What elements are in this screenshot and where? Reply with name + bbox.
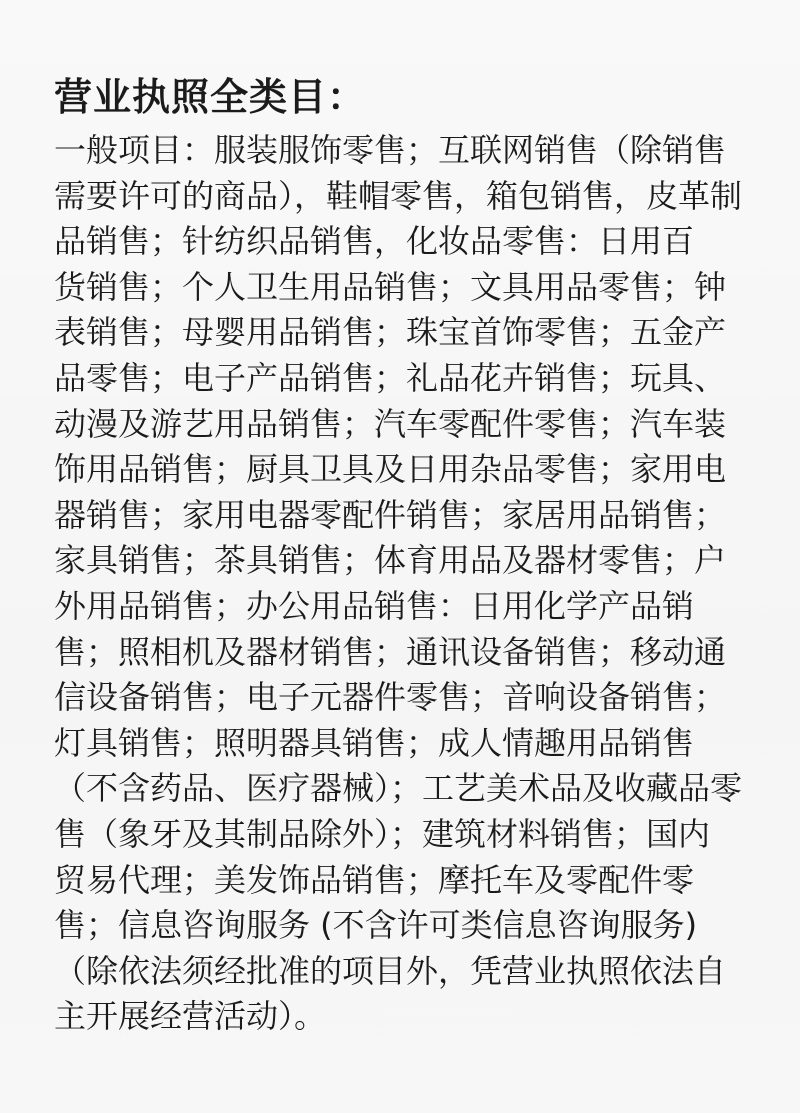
text-line: 饰用品销售；厨具卫具及日用杂品零售；家用电 (54, 450, 727, 489)
text-line: 表销售；母婴用品销售；珠宝首饰零售；五金产 (54, 313, 727, 352)
document-title: 营业执照全类目： (54, 75, 367, 119)
text-line: 一般项目：服装服饰零售；互联网销售（除销售 (54, 131, 727, 169)
text-line: 售；信息咨询服务 (不含许可类信息咨询服务) (54, 906, 698, 945)
text-line: 器销售；家用电器零配件销售；家居用品销售； (54, 495, 727, 534)
text-line: 售（象牙及其制品除外）；建筑材料销售；国内 (54, 814, 711, 853)
text-line: 动漫及游艺用品销售；汽车零配件零售；汽车装 (54, 404, 727, 443)
text-line: 家具销售；茶具销售；体育用品及器材零售；户 (54, 541, 727, 580)
text-line: （不含药品、医疗器械）；工艺美术品及收藏品零 (54, 769, 743, 808)
text-line: 品销售；针纺织品销售，化妆品零售：日用百 (54, 222, 695, 261)
text-line: 信设备销售；电子元器件零售；音响设备销售； (54, 678, 727, 717)
text-line: 主开展经营活动）。 (54, 997, 327, 1036)
text-line: 货销售；个人卫生用品销售；文具用品零售；钟 (54, 267, 727, 306)
text-line: 品零售；电子产品销售；礼品花卉销售；玩具、 (54, 358, 727, 397)
text-line: 外用品销售；办公用品销售：日用化学产品销 (54, 586, 695, 625)
text-line: （除依法须经批准的项目外，凭营业执照依法自 (54, 951, 727, 990)
text-line: 灯具销售；照明器具销售；成人情趣用品销售 (54, 723, 695, 762)
text-line: 贸易代理；美发饰品销售；摩托车及零配件零 (54, 860, 695, 899)
text-line: 售；照相机及器材销售；通讯设备销售；移动通 (54, 632, 727, 671)
text-line: 需要许可的商品），鞋帽零售，箱包销售，皮革制 (54, 176, 743, 215)
document-body (54, 128, 754, 1040)
